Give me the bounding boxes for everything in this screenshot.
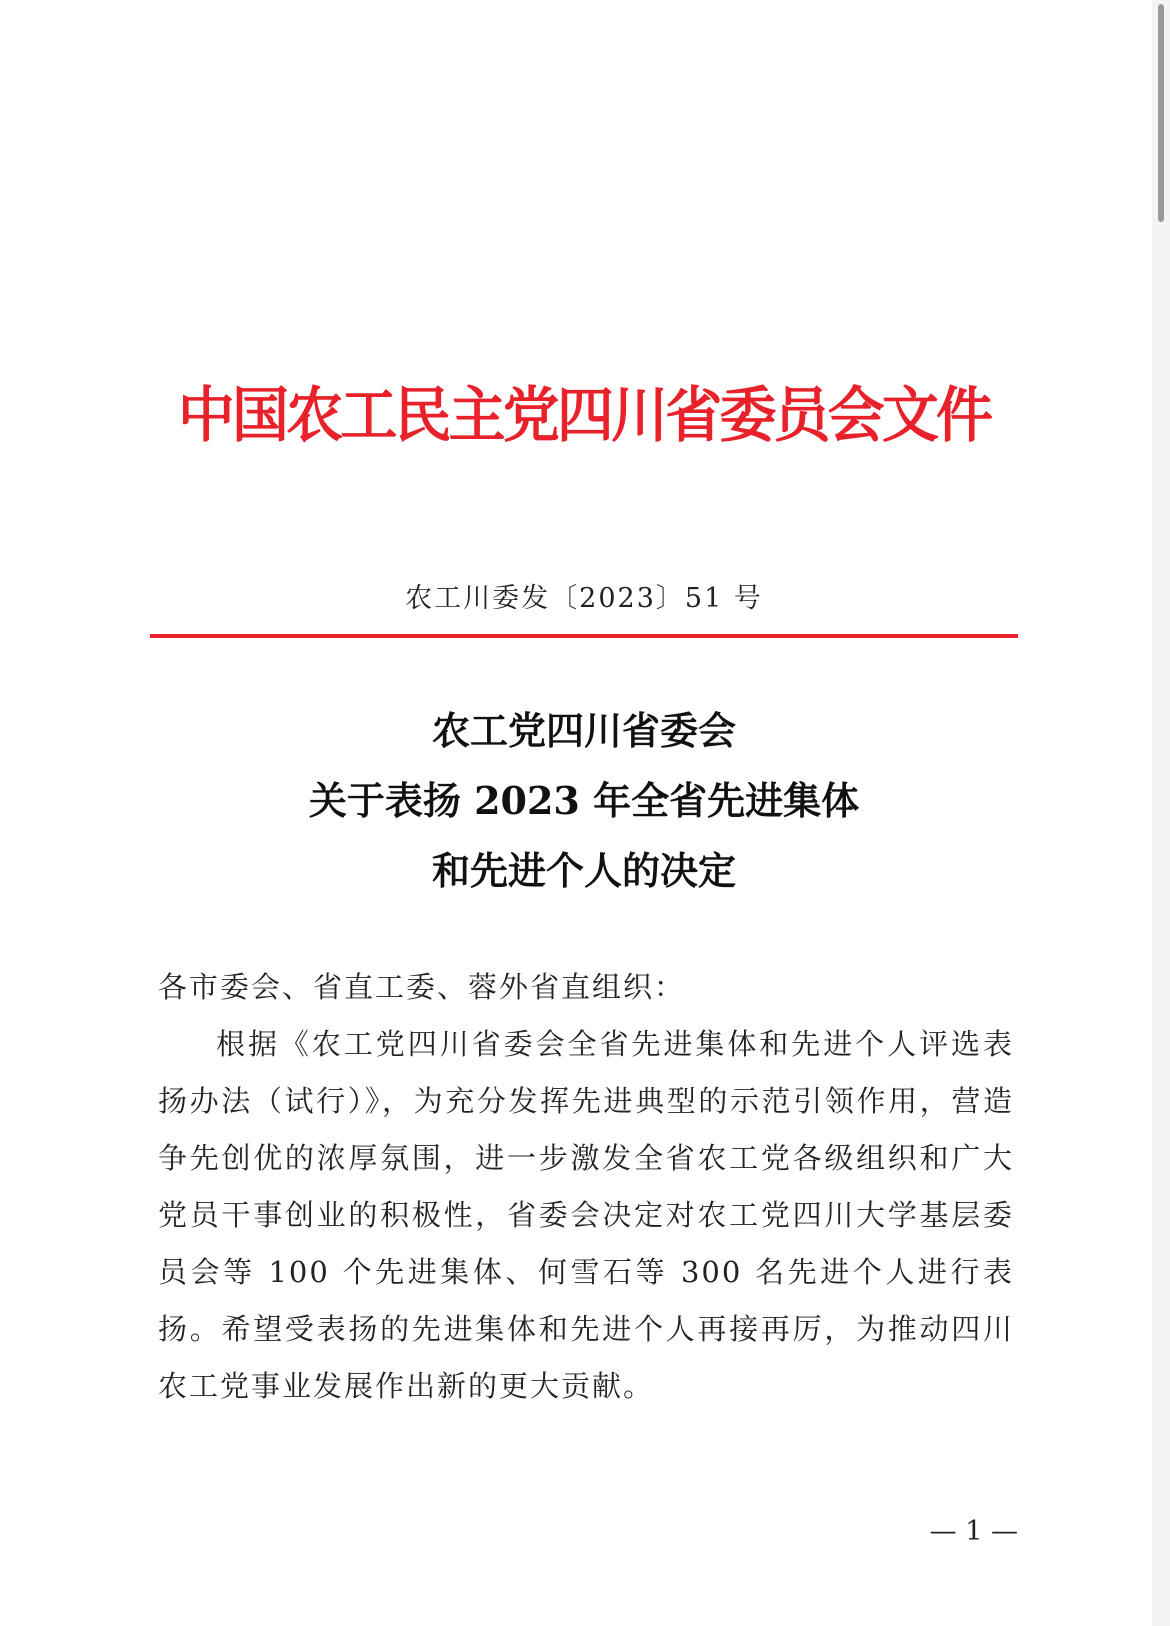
salutation: 各市委会、省直工委、蓉外省直组织：: [158, 970, 686, 1004]
body-paragraph: 根据《农工党四川省委会全省先进集体和先进个人评选表扬办法（试行）》，为充分发挥先进典型的示范引领作用，营造争先创优的浓厚氛围，进一步激发全省农工党各级组织和广大党员干事创业的积极性，省委会决定对农工党四川大学基层委员会等 100 个先进集体、何雪石等 300 名先进个人进行表扬。希望受表扬的先进集体和先进个人再接再厉，为推动四川农工党事业发展作出新的更大贡献。: [158, 1027, 1014, 1403]
document-title: [150, 696, 1018, 906]
red-divider-line: [150, 634, 1018, 638]
title-line-1: 农工党四川省委会: [431, 708, 736, 753]
page-number: — 1 —: [929, 1516, 1018, 1547]
scrollbar-thumb[interactable]: [1158, 4, 1164, 222]
document-body: [158, 958, 1014, 1415]
vertical-scrollbar[interactable]: [1152, 0, 1170, 1626]
title-line-3: 和先进个人的决定: [431, 848, 736, 893]
document-number: 农工川委发〔2023〕51 号: [405, 583, 763, 614]
red-header-title: 中国农工民主党四川省委员会文件: [177, 381, 991, 451]
title-line-2: 关于表扬 2023 年全省先进集体: [308, 778, 860, 823]
